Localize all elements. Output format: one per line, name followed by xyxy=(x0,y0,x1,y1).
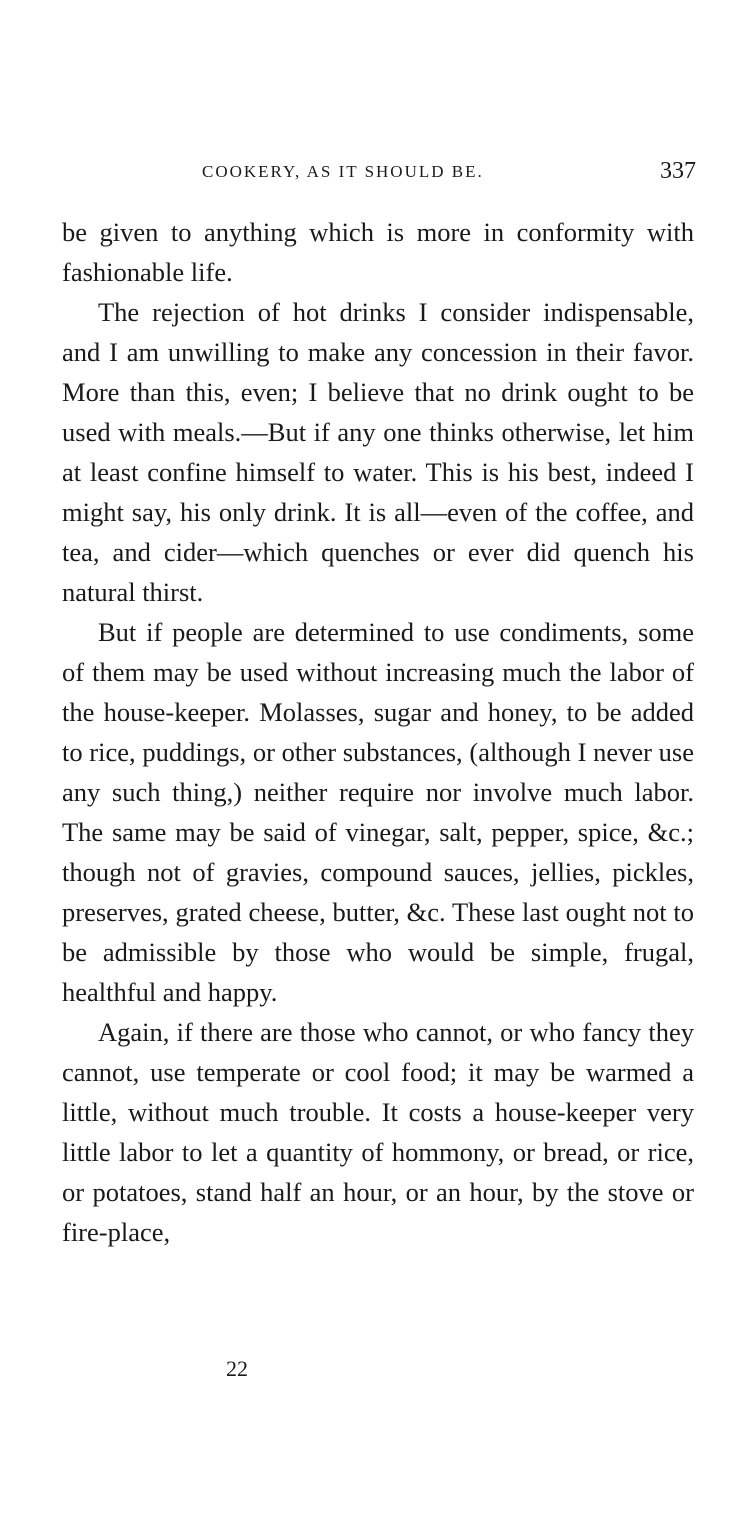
body-text xyxy=(62,212,694,1252)
running-head xyxy=(62,158,696,194)
paragraph-warm-food: Again, if there are those who cannot, or who fancy they cannot, use temperate or cool food; it may be warmed a little, without much trouble. It costs a house-keeper very little labor to let a quantity of hommony, or bread, or rice, or potatoes, stand half an hour, or an hour, by the stove or fire-place, xyxy=(62,1017,694,1247)
paragraph-hot-drinks: The rejection of hot drinks I consider indispensable, and I am unwilling to make any concession in their favor. More than this, even; I believe that no drink ought to be used with meals.—But if any one thinks otherwise, let him at least confine himself to water. This is his best, indeed I might say, his only drink. It is all—even of the coffee, and tea, and cider—which quenches or ever did quench his natural thirst. xyxy=(62,297,694,607)
paragraph-continuation: be given to anything which is more in conformity with fashionable life. xyxy=(62,217,694,287)
signature-mark: 22 xyxy=(226,1356,248,1381)
paragraph-condiments: But if people are determined to use condiments, some of them may be used without increasing much the labor of the house-keeper. Molasses, sugar and honey, to be added to rice, puddings, or other substances, (although I never use any such thing,) neither require nor involve much labor. The same may be said of vinegar, salt, pepper, spice, &c.; though not of gravies, compound sauces, jellies, pickles, preserves, grated cheese, butter, &c. These last ought not to be admissible by those who would be simple, frugal, healthful and happy. xyxy=(62,617,694,1007)
page-number: 337 xyxy=(660,158,696,184)
running-title: COOKERY, AS IT SHOULD BE. xyxy=(202,162,484,181)
